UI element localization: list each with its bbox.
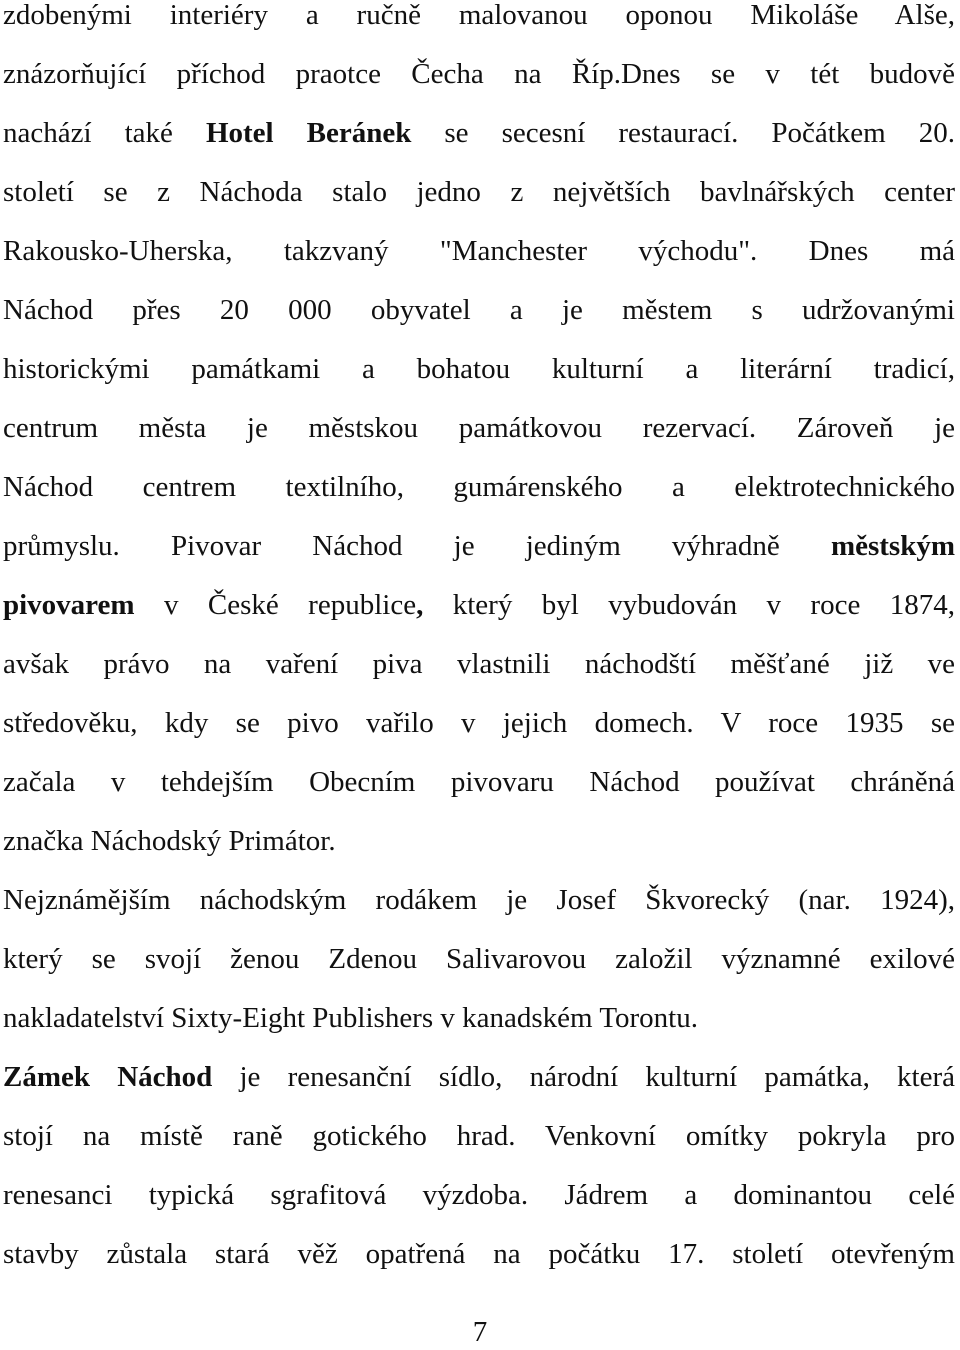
text-span: nachází také	[3, 117, 206, 149]
text-line	[3, 587, 955, 623]
text-line: značka Náchodský Primátor.	[3, 825, 336, 857]
text-span: průmyslu. Pivovar Náchod je jediným výhradně	[3, 530, 831, 562]
text-line: začala v tehdejším Obecním pivovaru Náchod používat chráněná	[3, 766, 955, 798]
bold-comma: ,	[416, 589, 424, 621]
hotel-name: Hotel Beránek	[205, 117, 412, 149]
text-line	[3, 1059, 955, 1095]
text-line: znázorňující příchod praotce Čecha na Říp.Dnes se v tét budově	[3, 58, 955, 90]
bold-phrase: pivovarem	[3, 589, 135, 621]
text-span: je renesanční sídlo, národní kulturní památka, která	[212, 1061, 955, 1093]
text-line: nakladatelství Sixty-Eight Publishers v kanadském Torontu.	[3, 1002, 698, 1034]
text-span: který byl vybudován v roce 1874,	[423, 589, 955, 621]
text-line	[3, 528, 955, 564]
text-line: centrum města je městskou památkovou rezervací. Zároveň je	[3, 412, 955, 444]
text-line: Náchod přes 20 000 obyvatel a je městem s udržovanými	[3, 294, 955, 326]
text-line: Náchod centrem textilního, gumárenského a elektrotechnického	[3, 471, 955, 503]
text-span: se secesní restaurací. Počátkem 20.	[411, 117, 956, 149]
bold-phrase: městským	[830, 530, 955, 562]
text-line: středověku, kdy se pivo vařilo v jejich domech. V roce 1935 se	[3, 707, 955, 739]
text-line: zdobenými interiéry a ručně malovanou oponou Mikoláše Alše,	[3, 0, 955, 31]
text-line: Nejznámějším náchodským rodákem je Josef Škvorecký (nar. 1924),	[3, 884, 955, 916]
text-line: stavby zůstala stará věž opatřená na počátku 17. století otevřeným	[3, 1238, 955, 1270]
text-line: historickými památkami a bohatou kulturní a literární tradicí,	[3, 353, 955, 385]
text-line: stojí na místě raně gotického hrad. Venkovní omítky pokryla pro	[3, 1120, 955, 1152]
text-line: avšak právo na vaření piva vlastnili náchodští měšťané již ve	[3, 648, 955, 680]
text-line: Rakousko-Uherska, takzvaný "Manchester východu". Dnes má	[3, 235, 955, 267]
castle-name: Zámek Náchod	[3, 1061, 213, 1093]
text-line	[3, 115, 955, 151]
text-line: století se z Náchoda stalo jedno z největších bavlnářských center	[3, 176, 955, 208]
text-span: v České republice	[134, 589, 417, 621]
page-number: 7	[472, 1316, 488, 1348]
text-line: renesanci typická sgrafitová výzdoba. Jádrem a dominantou celé	[3, 1179, 955, 1211]
text-line: který se svojí ženou Zdenou Salivarovou založil významné exilové	[3, 943, 955, 975]
